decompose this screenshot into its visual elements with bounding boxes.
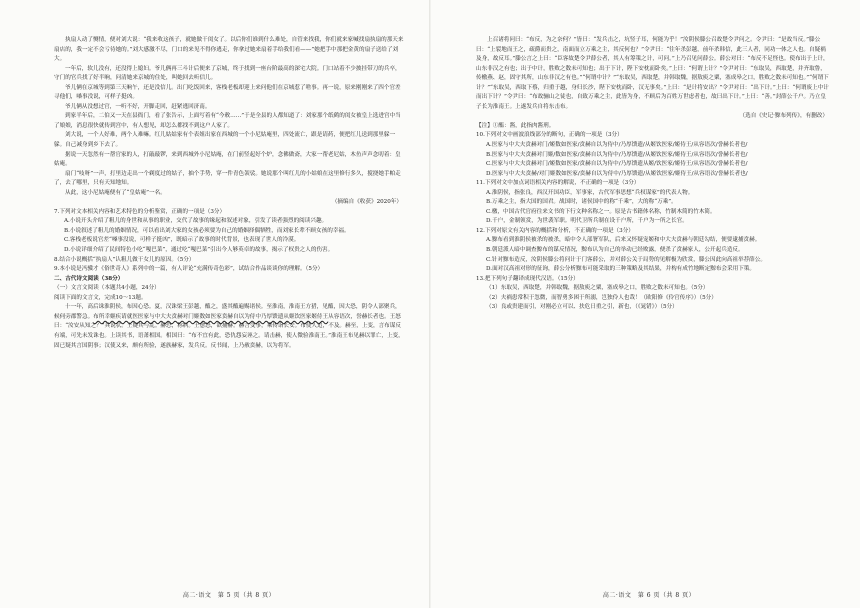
question-stem: 9.本小说是冯骥才《俗世奇人》系列中的一篇，有人评论“充满传奇色彩”，试结合作品谈谈你的理解。（5分） (54, 266, 324, 273)
right-page (430, 0, 860, 608)
answer-option: B.医家与中大夫贲赫对门姬/数如医家/贲赫自以为侍中/乃厚馈遗/从姬饮医家/姬侍王/从容语次/誉赫长者也/ (486, 151, 748, 158)
subsection-title: （一）文言文阅读（本题共4小题，24分） (54, 285, 160, 292)
left-page-footer: 高二·语文 第 5 页（共 8 页） (182, 592, 276, 600)
question-stem: 11.下列对文中加点词语相关内容的解说，不正确的一项是（3分） (476, 180, 640, 187)
story-paragraph: 到家半年后，二伯又一天在县衙门，看了张告示，上面写着有“今敕……”于是全县的人都知道了：刘家那个纸鹤的闺女被皇上选进宫中当了娘娘，消息很快就传到宫中，有人想见，却怎么都找不到这户人家了。 (54, 113, 401, 129)
answer-option: C.针对黥布造反，汝阴侯滕公将问计于门客薛公，并对薛公关于局势的见解极为欣赏，滕公因此向高祖举荐薛公。 (486, 256, 766, 263)
story-paragraph: 爷儿俩在京城等到第三天晌午，还是没信儿。出门吃饭回来，客栈老板却迎上来问他们在京城惹了啥事。再一说，原来刚刚来了四个官差寻他们，嗓事没说，可样子挺凶。 (54, 84, 401, 101)
answer-option: D.小说详细介绍了民间特色小吃“嘎巴菜”，通过吃“嘎巴菜”引出今人够英卓的故事，揭示了权贵之人的伤害。 (64, 247, 334, 254)
answer-option: （1）东取吴，西取楚，并韩取魏，据敖庾之粟，塞成皋之口，胜败之数未可知也。（5分） (486, 285, 709, 292)
question-stem: 13.把下列句子翻译成现代汉语。（15分） (476, 275, 579, 282)
story-paragraph: 一年后，软儿没有，还没得上媳妇。爷儿俩再三斗计后便来了京城，终于找到一座台阶最高的深宅大院。门口站着不少披挂带刀的兵卒，守门的官兵找了好半晌，问清她来京城的住处，叫她回去听信儿。 (54, 65, 401, 82)
story-paragraph: 从此，这小尼姑庵便有了“皇姑庵”一名。 (65, 189, 166, 196)
right-questions (476, 131, 830, 312)
answer-option: C.檄，中国古代官府往来文书的下行文种名称之一。原是古书籍体名称，竹制木简的竹木简。 (486, 208, 716, 215)
right-page-footer: 高二·语文 第 6 页（共 8 页） (602, 592, 696, 600)
question-stem: 10.下列对文中画波浪线部分的断句，正确的一项是（3分） (476, 132, 623, 139)
right-source: （选自《史记·黥布列传》，有删改） (739, 113, 828, 120)
answer-option: A.医家与中大夫贲赫对门/姬数如医家/贲赫自以为侍中/乃厚馈遗/从姬饮医家/姬侍王/从容语次/誉赫长者也/ (486, 142, 748, 149)
answer-option: C.客栈老板说官差“嗓事没说，可样子挺凶”，既暗示了故事的时代背景，也表现了世人的冷漠。 (64, 237, 300, 244)
section-title: 二、古代诗文阅读（38分） (54, 275, 124, 282)
story-paragraph: 刘大说，一个人好难，两个人难嘛。红儿姑姑家有个表姐出家在西城的一个小尼姑庵里，四处流亡，跟是请药，便把红儿送到那里躲一躲。自己减身到乡下去了。 (54, 132, 396, 149)
wavy-underlined-text: 布所幸姬疾请就医医家与中大夫贲赫对门姬数如医家贲赫自以为侍中乃厚馈遗从姬饮医家姬侍王 (93, 313, 329, 320)
reading-intro: 阅读下面的文言文，完成10～13题。 (54, 294, 147, 301)
story-paragraph: 执扇人动了恻情，便对刘大说：“我来收这孩子，就她做干闺女了。以后你们谁到什么难处，自管来找我，你们就来家喊找扇执扇的那天来扇店的，我一定不会亏待她的。”刘大感激不尽，门口的来见不得你逃走，你拿过她来扇着手给我们看——”她把手中那把金黄的扇子送给了刘大。 (54, 37, 404, 63)
answer-option: （3）良或贵建而引，对刚必立可以、扶危日重之引，新也，（《晁错》）（5分） (486, 304, 678, 311)
story-paragraph: 扇门“吱呀”一声，打里边走出一个剃度过的姑子，抽个手势，穿一件青色袈裟。她说那个叫红儿的小姑娘在这里修行多久，搅挠她手帕走了，去了哪里，只有天知地知。 (54, 170, 401, 187)
left-questions (54, 208, 404, 275)
answer-option: A.黥布看到淮阴侯被杀的被杀，暗中令人部署军队，后来又怀疑宠姬和中大夫贲赫与朝廷勾结，便要逮捕贲赫。 (486, 237, 761, 244)
answer-option: D.面对汉高祖对形的征询，薛公分析黥布可能采取的三种策略及其结果，并构有成竹地断定黥布会采用下策。 (486, 266, 755, 273)
story-paragraph: 爷儿俩从没想过官，一听不好，开脚走回，赶紧逃回济南。 (65, 103, 211, 110)
question-stem: 7.下列对文本相关内容和艺术特色的分析鉴赏，正确的一项是（3分） (54, 208, 226, 215)
left-story-text (54, 36, 404, 198)
answer-option: B.朝廷派人暗中调查黥布的谋反情况，黥布认为自己的举动已经败露，便杀了贲赫家人，公开起兵造反。 (486, 247, 744, 254)
annotation-note: 【注】①醢：酱，此指肉酱刑。 (476, 122, 555, 129)
question-stem: 8.结合小说概括“执扇人”认粗儿做干女儿的原因。（5分） (54, 256, 195, 263)
right-classical-text (476, 36, 830, 112)
answer-option: D.医家与中大夫贲赫/对门姬数如医家/贲赫自以为侍中/乃厚馈遗/从姬饮医家/姬侍王/从容语次/誉赫长者也/ (486, 170, 748, 177)
classical-text: 十一年，高后诛淮阴侯，布因心恐。夏，汉诛梁王彭越，醢之，盛其醢遍赐诸侯。至淮南，淮南王方猎，见醢，因大恐，阴令人部聚兵，候伺旁郡警急。布所幸姬疾请就医医家与中大夫贲赫对门姬数如医家贲赫自以为侍中乃厚馈遗从姬饮医家姬侍王从容语次，誉赫长者也。王怒曰：“汝安从知之？”具说状。王疑其与乱。赫恐，称病。王愈怒，欲捕赫。赫言变事，乘传诣长安。布使人追，不及。赫至，上变，言布谋反有端，可先未发诛也。上读其书，语萧相国。相国曰：“布不宜有此，恐仇怨妄诬之。请击赫，使人微验淮南王。”淮南王布见赫以罪亡，上变，固已疑其言国阴事；汉使又来，颇有所验，遂族赫家，发兵反。反书闻，上乃赦贲赫，以为将军。 (54, 304, 404, 349)
story-paragraph: 据说一天忽然有一帮官家的人，打敲敲锣，来到西城外小尼姑庵，在门前竖起好个炉，念佛做斋，大家一帮老尼姑，木鱼声声念叨着：皇姑庵。 (54, 151, 401, 168)
answer-option: B.小说叙述了粗儿的婚姻情况，可以看出刘大家的女孩必须要为自己的婚姻择偶牺牲，而刘家长辈不顾女孩的幸福。 (64, 227, 350, 234)
answer-option: A.淮阴侯，指张良，西汉开国功臣，军事家，古代军事思想“兵权谋家”的代表人物。 (486, 189, 694, 196)
answer-option: C.医家与中大夫贲赫对门/姬数如医家/贲赫自以为侍中/乃厚馈遗从姬/饮医家/姬侍王/从容语次/誉赫长者也/ (486, 161, 748, 168)
left-source: （摘编自《收获》2020年） (331, 199, 402, 206)
answer-option: D.千户，金制领赏，为世袭军职。明代卫所兵制在设千户所，千户为一所之长官。 (486, 218, 688, 225)
answer-option: A.小说开头介绍了粗儿的身世和从事的职业，交代了故事的缘起和叙述对象，引发了读者强烈的阅读兴趣。 (64, 218, 328, 225)
answer-option: B.万乘之主，指大国的国君。战国时，诸侯国中的称“千乘”，大的称“万乘”。 (486, 199, 677, 206)
answer-option: （2）夫祸患常积于忽微，而智勇多困于所溺，岂独伶人也哉！（欧阳修《伶官传序》）（5分） (486, 294, 717, 301)
story-paragraph: 上召诸将问曰：“布反，为之奈何？”皆曰：“发兵击之，坑竖子耳，何能为乎！”汝阴侯滕公召故楚令尹问之。令尹曰：“是故当反。”滕公曰：“上裂地而王之，疏爵而贵之，南面而立万乘之主，其反何也？”令尹曰：“往年杀彭越，前年杀韩信，此三人者，同功一体之人也。自疑祸及身，故反耳。”滕公言之上曰：“臣客故楚令尹薛公者，其人有筹策之计，可问。”上乃召见问薛公。薛公对曰：“布反不足怪也。使布出于上计，山东非汉之有也；出于中计，胜败之数未可知也；出于下计，陛下安枕而卧矣。”上曰：“何谓上计？”令尹对曰：“东取吴，西取楚，并齐取鲁，传檄燕、赵，固守其所，山东非汉之有也。”“何谓中计？”“东取吴，西取楚，并韩取魏，据敖庾之粟，塞成皋之口，胜败之数未可知也。”“何谓下计？”“东取吴，西取下蔡，归重于越，身归长沙，陛下安枕而卧，汉无事矣。”上曰：“是计将安出？”令尹对曰：“出下计。”上曰：“何谓废上中计而出下计？”令尹曰：“布故骊山之徒也，自致万乘之主，此皆为身，不顾后为百姓万世虑者也，故曰出下计。”上曰：“善。”封薛公千户。乃立皇子长为淮南王。上遂发兵自将东击布。 (476, 37, 829, 110)
question-stem: 12.下列对原文有关内容的概括和分析，不正确的一项是（3分） (476, 227, 634, 234)
